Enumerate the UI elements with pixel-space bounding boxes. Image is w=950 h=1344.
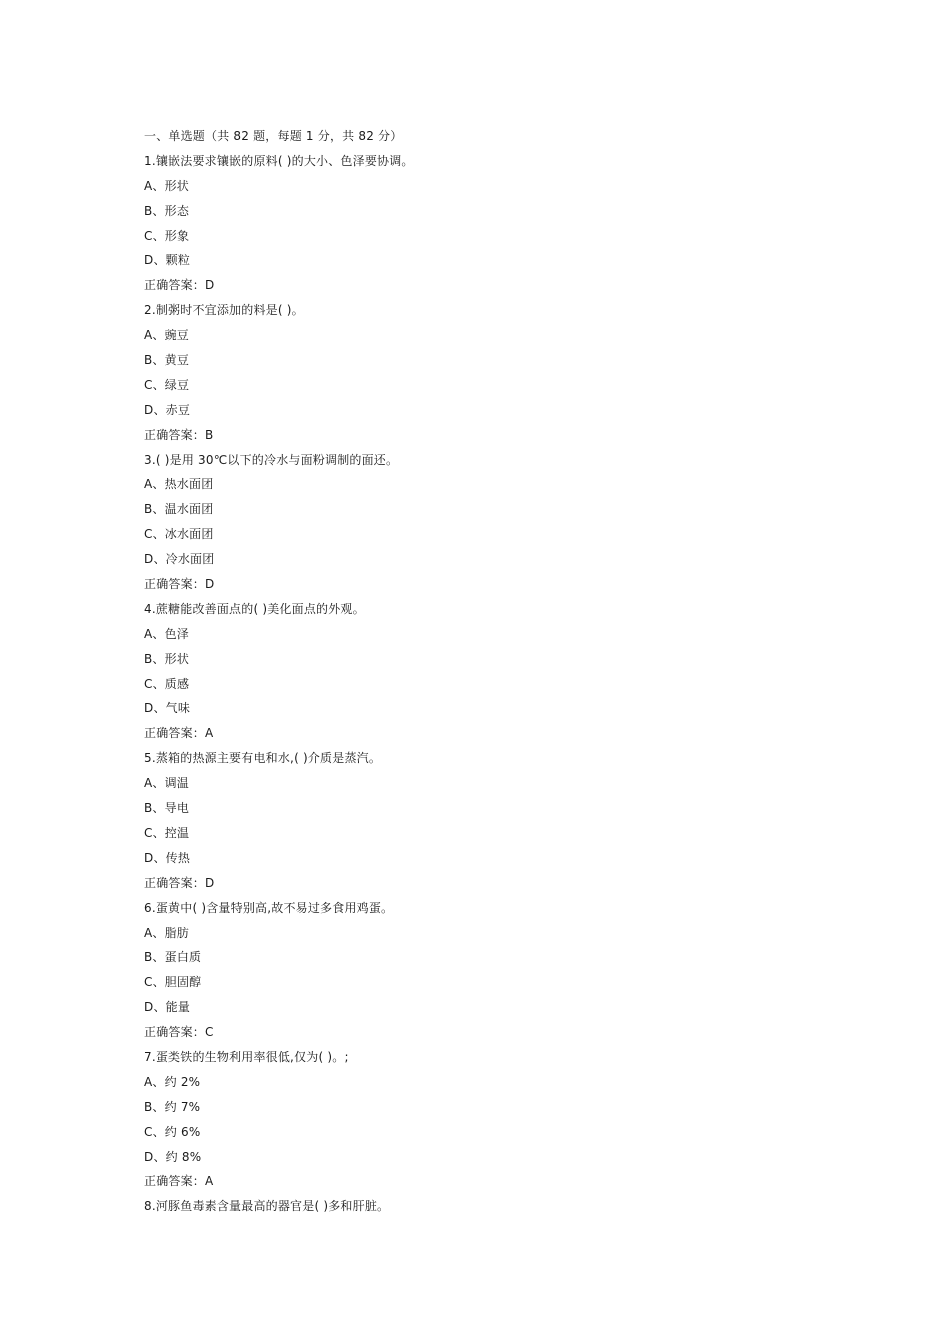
question-block [144,298,824,447]
answer-value: B [205,427,214,442]
question-block [144,448,824,597]
answer-label: 正确答案： [144,427,206,442]
option-item: A、热水面团 [144,477,214,492]
answer-label: 正确答案： [144,726,206,741]
correct-answer [144,423,824,448]
option-item: A、调温 [144,776,190,791]
answer-value: D [205,577,215,592]
correct-answer [144,572,824,597]
correct-answer [144,1020,824,1045]
option-item: C、胆固醇 [144,975,202,990]
correct-answer [144,871,824,896]
answer-value: D [205,875,215,890]
document-page [144,124,824,1219]
option-item: C、控温 [144,825,190,840]
answer-label: 正确答案： [144,1025,206,1040]
correct-answer [144,721,824,746]
correct-answer [144,273,824,298]
question-block [144,746,824,895]
option-item: A、约 2% [144,1074,201,1089]
question-block [144,1045,824,1194]
answer-value: D [205,278,215,293]
question-stem: 7.蛋类铁的生物利用率很低,仅为( )。; [144,1049,349,1064]
option-item: C、质感 [144,676,190,691]
option-item: C、形象 [144,228,190,243]
answer-value: A [205,1174,214,1189]
answer-value: A [205,726,214,741]
answer-label: 正确答案： [144,875,206,890]
option-item: C、冰水面团 [144,527,214,542]
option-item: D、赤豆 [144,402,191,417]
option-item: D、约 8% [144,1149,202,1164]
option-item: A、豌豆 [144,328,190,343]
question-stem: 6.蛋黄中( )含量特别高,故不易过多食用鸡蛋。 [144,900,394,915]
question-block [144,896,824,1045]
question-stem: 3.( )是用 30℃以下的冷水与面粉调制的面还。 [144,452,399,467]
option-item: B、蛋白质 [144,950,202,965]
question-stem: 8.河豚鱼毒素含量最高的器官是( )多和肝脏。 [144,1199,390,1214]
answer-value: C [205,1025,214,1040]
option-item: D、气味 [144,701,191,716]
question-stem: 4.蔗糖能改善面点的( )美化面点的外观。 [144,601,365,616]
option-item: D、传热 [144,850,191,865]
question-block [144,597,824,746]
answer-label: 正确答案： [144,278,206,293]
question-list [144,149,824,1194]
option-item: B、约 7% [144,1099,201,1114]
option-item: C、约 6% [144,1124,201,1139]
option-item: B、导电 [144,801,190,816]
question-stem: 5.蒸箱的热源主要有电和水,( )介质是蒸汽。 [144,751,382,766]
answer-label: 正确答案： [144,1174,206,1189]
option-item: D、能量 [144,1000,191,1015]
section-heading: 一、单选题（共 82 题，每题 1 分，共 82 分） [144,129,403,143]
option-item: B、形态 [144,203,190,218]
option-item: A、脂肪 [144,925,190,940]
option-item: B、温水面团 [144,502,214,517]
option-item: B、黄豆 [144,353,190,368]
answer-label: 正确答案： [144,577,206,592]
question-stem: 2.制粥时不宜添加的料是( )。 [144,303,304,318]
correct-answer [144,1169,824,1194]
option-item: B、形状 [144,651,190,666]
option-item: D、颗粒 [144,253,191,268]
option-item: D、冷水面团 [144,552,215,567]
option-item: A、色泽 [144,626,190,641]
option-item: A、形状 [144,178,190,193]
question-stem: 1.镶嵌法要求镶嵌的原料( )的大小、色泽要协调。 [144,153,414,168]
option-item: C、绿豆 [144,377,190,392]
question-block [144,149,824,298]
